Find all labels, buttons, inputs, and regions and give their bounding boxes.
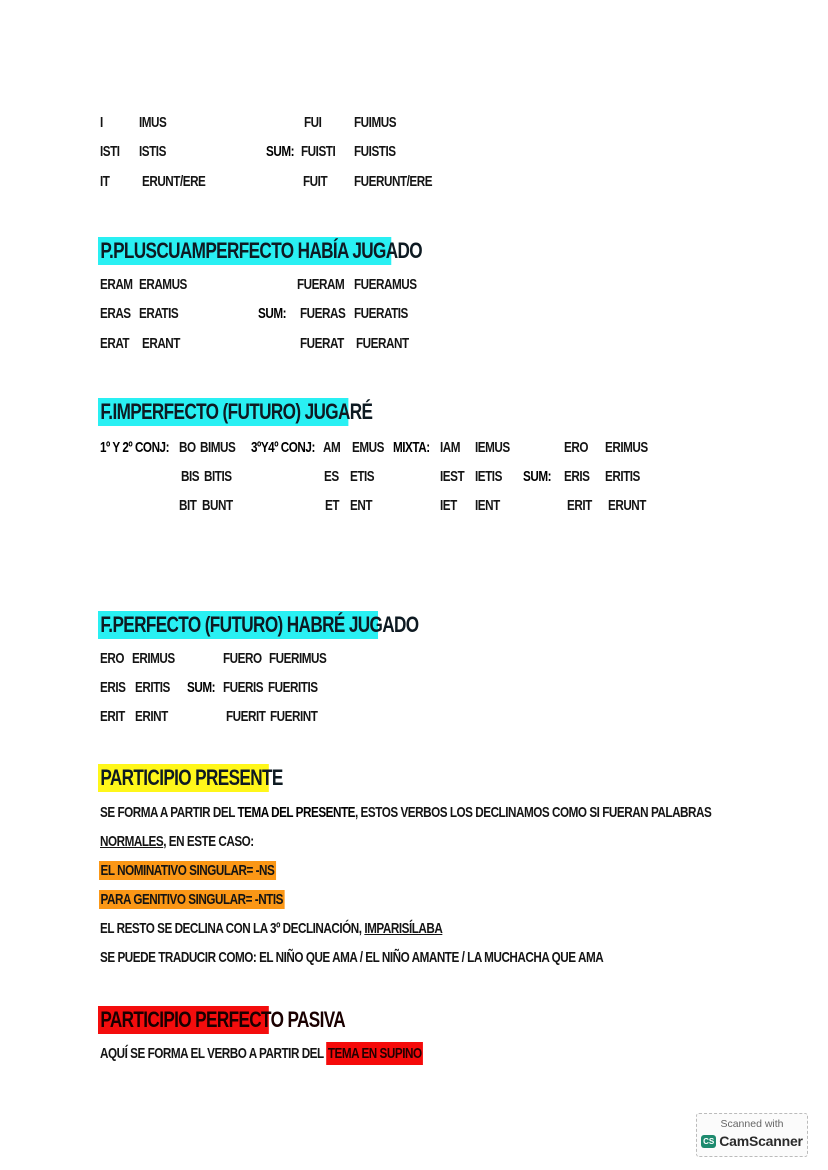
sum-form: ERIMUS	[605, 439, 648, 456]
paragraph-line	[100, 833, 254, 851]
ending: ERANT	[142, 335, 180, 352]
sum-form: FUISTIS	[354, 143, 396, 160]
paragraph-line	[100, 949, 603, 967]
text: EL RESTO SE DECLINA CON LA 3º DECLINACIÓN,	[100, 920, 365, 937]
ending: IMUS	[139, 114, 167, 131]
text: SE PUEDE TRADUCIR COMO: EL NIÑO QUE AMA / EL NIÑO AMANTE / LA MUCHACHA QUE AMA	[100, 949, 604, 966]
ending: ERO	[100, 650, 124, 667]
text: SE FORMA A PARTIR DEL	[100, 804, 238, 821]
mixta-label: MIXTA:	[393, 439, 430, 456]
camscanner-watermark	[696, 1113, 808, 1157]
sum-form: FUIT	[303, 173, 328, 190]
ending: BUNT	[202, 497, 233, 514]
ending: IETIS	[475, 468, 502, 485]
watermark-name: CamScanner	[719, 1133, 803, 1149]
nominative-rule: EL NOMINATIVO SINGULAR= -NS	[100, 862, 275, 879]
ending: ERAMUS	[139, 276, 187, 293]
sum-form: FUERANT	[356, 335, 409, 352]
ending: IEMUS	[475, 439, 510, 456]
text: , EN ESTE CASO:	[163, 833, 254, 850]
text: AQUÍ SE FORMA EL VERBO A PARTIR DEL	[100, 1045, 327, 1062]
sum-form: FUERAT	[300, 335, 344, 352]
ending: ERATIS	[139, 305, 179, 322]
genitive-rule: PARA GENITIVO SINGULAR= -NTIS	[100, 891, 283, 908]
sum-form: FUERIS	[223, 679, 264, 696]
text: , ESTOS VERBOS LOS DECLINAMOS COMO SI FUERAN PALABRAS	[354, 804, 712, 821]
ending: IAM	[440, 439, 461, 456]
sum-form: FUERAS	[300, 305, 346, 322]
section-heading: P.PLUSCUAMPERFECTO HABÍA JUGADO	[98, 237, 391, 265]
sum-form: FUERINT	[270, 708, 318, 725]
watermark-brand	[697, 1133, 807, 1149]
sum-form: FUI	[304, 114, 322, 131]
ending: ISTIS	[139, 143, 166, 160]
sum-label: SUM:	[266, 143, 295, 160]
watermark-caption: Scanned with	[720, 1118, 784, 1130]
ending: BITIS	[204, 468, 232, 485]
underlined-term: NORMALES	[100, 833, 164, 850]
sum-label: SUM:	[187, 679, 216, 696]
sum-form: ERIS	[564, 468, 590, 485]
ending: ERITIS	[135, 679, 170, 696]
sum-form: FUERITIS	[268, 679, 318, 696]
ending: EMUS	[352, 439, 384, 456]
ending: I	[100, 114, 103, 131]
ending: ET	[325, 497, 340, 514]
ending: AM	[323, 439, 341, 456]
ending: BIMUS	[200, 439, 236, 456]
ending: ENT	[350, 497, 372, 514]
ending: ERAS	[100, 305, 131, 322]
ending: ERUNT/ERE	[142, 173, 206, 190]
ending: BIT	[179, 497, 197, 514]
conj34-label: 3ºY4º CONJ:	[251, 439, 315, 456]
paragraph-line	[100, 1045, 423, 1063]
sum-form: FUERAMUS	[354, 276, 417, 293]
sum-form: FUERIT	[226, 708, 266, 725]
ending: BIS	[181, 468, 200, 485]
conj12-label: 1º Y 2º CONJ:	[100, 439, 170, 456]
sum-form: FUERUNT/ERE	[354, 173, 433, 190]
ending: BO	[179, 439, 196, 456]
ending: ERIT	[100, 708, 125, 725]
paragraph-line	[100, 804, 711, 822]
sum-label: SUM:	[523, 468, 552, 485]
sum-form: FUISTI	[301, 143, 336, 160]
section-heading: PARTICIPIO PERFECTO PASIVA	[98, 1006, 269, 1034]
ending: ERINT	[135, 708, 168, 725]
section-heading: F.PERFECTO (FUTURO) HABRÉ JUGADO	[98, 611, 378, 639]
highlighted-rule	[99, 891, 285, 909]
sum-form: ERO	[564, 439, 588, 456]
ending: ETIS	[350, 468, 375, 485]
ending: IENT	[475, 497, 500, 514]
bold-term: TEMA DEL PRESENTE	[237, 804, 355, 821]
sum-form: FUERAM	[297, 276, 345, 293]
ending: ERIS	[100, 679, 126, 696]
sum-label: SUM:	[258, 305, 287, 322]
sum-form: FUERIMUS	[269, 650, 327, 667]
sum-form: FUERO	[223, 650, 262, 667]
ending: ERAT	[100, 335, 130, 352]
highlighted-rule	[99, 862, 276, 880]
sum-form: FUERATIS	[354, 305, 408, 322]
ending: IET	[440, 497, 457, 514]
sum-form: ERUNT	[608, 497, 646, 514]
ending: ISTI	[100, 143, 120, 160]
sum-form: ERITIS	[605, 468, 640, 485]
ending: IEST	[440, 468, 465, 485]
sum-form: FUIMUS	[354, 114, 397, 131]
ending: ERIMUS	[132, 650, 175, 667]
section-heading: PARTICIPIO PRESENTE	[98, 764, 269, 792]
paragraph-line	[100, 920, 442, 938]
ending: ES	[324, 468, 339, 485]
camscanner-logo-icon: CS	[703, 1136, 715, 1146]
ending: IT	[100, 173, 110, 190]
ending: ERAM	[100, 276, 133, 293]
section-heading: F.IMPERFECTO (FUTURO) JUGARÉ	[98, 398, 348, 426]
underlined-term: IMPARISÍLABA	[364, 920, 443, 937]
highlighted-term: TEMA EN SUPINO	[326, 1042, 423, 1065]
sum-form: ERIT	[567, 497, 592, 514]
